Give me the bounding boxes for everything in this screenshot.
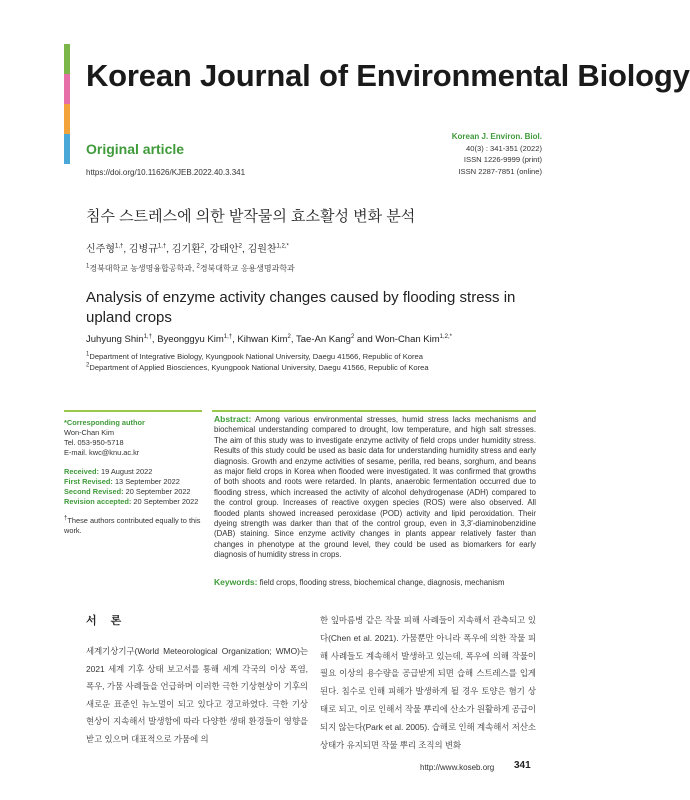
affiliation-1: $^1$Department of Integrative Biology, Kyungpook National University, Daegu 41566, Republic of Korea (86, 351, 423, 361)
author: 김병규$^{1,\dagger}$, (128, 243, 172, 255)
corresponding-label: *Corresponding author (64, 418, 145, 427)
article-dates (64, 467, 204, 507)
author: Byeonggyu Kim$^{1,\dagger}$, (157, 333, 238, 345)
body-left-column: 세계기상기구(World Meteorological Organization; WMO)는 2021 세계 기후 상태 보고서를 통해 세계 각국의 이상 폭염, 폭우, 가뭄 사례들을 언급하며 이러한 극한 기상현상이 기후의 새로운 표준인 뉴노멀이 되고 있다고 경고하였다. 극한 기상 현상이 지속해서 발생함에 따라 다양한 생태 환경들이 영향을 받고 있으며 대표적으로 가뭄에 의 (86, 646, 308, 744)
issn-print: ISSN 1226-9999 (print) (463, 155, 542, 164)
date-accepted: Revision accepted: 20 September 2022 (64, 497, 199, 506)
corresponding-name: Won-Chan Kim (64, 428, 114, 437)
corresponding-email[interactable]: E-mail. kwc@knu.ac.kr (64, 448, 140, 457)
strip-pink (64, 74, 70, 104)
author: Won-Chan Kim$^{1,2,*}$ (375, 333, 453, 345)
abstract-label: Abstract: (214, 414, 252, 424)
date-second-revised: Second Revised: 20 September 2022 (64, 487, 191, 496)
author: 신주형$^{1,\dagger}$, (86, 243, 129, 255)
divider-right (212, 410, 536, 412)
author: 김원찬$^{1,2,*}$ (247, 243, 289, 255)
author: 김기환$^2$, (171, 243, 210, 255)
english-authors (86, 334, 452, 345)
affiliation-2: $^2$Department of Applied Biosciences, Kyungpook National University, Daegu 41566, Republic of Korea (86, 362, 429, 372)
date-received: Received: 19 August 2022 (64, 467, 153, 476)
body-right-column: 한 잎마름병 같은 작물 피해 사례들이 지속해서 관측되고 있다(Chen et al. 2021). 가뭄뿐만 아니라 폭우에 의한 작물 피해 사례들도 계속해서 발생하고 있는데, 폭우에 의해 작물이 필요 이상의 용수량을 공급받게 되면 습해 스트레스를 입게 된다. 침수로 인해 피해가 발생하게 될 경우 토양은 혐기 상태로 되고, 이로 인해서 작물 뿌리에 산소가 원활하게 공급이 되지 않는다(Park et al. 2005). 습해로 인해 계속해서 저산소 상태가 유지되면 작물 뿌리 조직의 변화 (320, 615, 536, 750)
author: 강태안$^2$, (209, 243, 248, 255)
corresponding-author (64, 418, 204, 458)
strip-green (64, 44, 70, 74)
abstract-text: Among various environmental stresses, humid stress lacks mechanisms and biochemical understanding compared to drought, low temperature, and high salt stresses. The aim of this study was to investigate enzyme activity of field crops under humidity stress. Results of this study could be used as basic data for understanding humidity stress and early diagnosis. Growth and enzyme activities of sesame, perilla, red beans, sorghum, and beans as major field crops in Korea when flooded were investigated. It was confirmed that growths of both shoots and roots were retarded. In plants, anaerobic fermentation occurred due to flooding stress, which increased the activity of alcohol dehydrogenase (ADH) compared to the control group. Increases of reactive oxygen species (ROS) were also observed. All flooded plants showed increased peroxidase (POD) activity and lipid peroxidation. Their dyeing strength was darker than that of the control group, even in 3,3′-diaminobenzidine (DAB) staining. Since enzyme activity changes in plants appear relatively faster than changes in phenotype at the ground level, they could be used as biomarkers for early diagnosis of humidity stress in crops. (214, 415, 536, 560)
abstract (214, 414, 536, 561)
author: Juhyung Shin$^{1,\dagger}$, (86, 333, 158, 345)
page-number: 341 (514, 760, 531, 771)
issn-online: ISSN 2287-7851 (online) (458, 166, 542, 176)
strip-blue (64, 134, 70, 164)
contribution-note: †These authors contributed equally to this work. (64, 515, 201, 535)
date-first-revised: First Revised: 13 September 2022 (64, 477, 180, 486)
keywords-text: field crops, flooding stress, biochemical change, diagnosis, mechanism (257, 578, 505, 587)
author: Tae-An Kang$^2$ and (296, 333, 376, 345)
journal-volume: 40(3) : 341-351 (2022) (466, 143, 542, 153)
color-strip (64, 44, 70, 164)
divider-left (64, 410, 202, 412)
article-type: Original article (86, 141, 185, 157)
korean-affiliations: $^1$경북대학교 농생명융합공학과, $^2$경북대학교 응용생명과학과 (86, 263, 295, 273)
korean-title: 침수 스트레스에 의한 밭작물의 효소활성 변화 분석 (86, 208, 416, 225)
journal-meta (452, 131, 542, 177)
footer-url[interactable]: http://www.koseb.org (420, 763, 495, 772)
section-heading: 서론 (86, 615, 136, 627)
korean-authors (86, 240, 289, 255)
journal-abbreviation: Korean J. Environ. Biol. (451, 132, 542, 141)
keywords (214, 577, 536, 587)
english-affiliations (86, 351, 526, 373)
strip-orange (64, 104, 70, 134)
doi-link[interactable]: https://doi.org/10.11626/KJEB.2022.40.3.341 (86, 168, 246, 177)
author: Kihwan Kim$^2$, (237, 333, 296, 345)
journal-title: Korean Journal of Environmental Biology (86, 58, 690, 93)
corresponding-tel: Tel. 053-950-5718 (64, 438, 124, 447)
english-title: Analysis of enzyme activity changes caused by flooding stress in upland crops (86, 289, 516, 326)
keywords-label: Keywords: (214, 577, 258, 587)
article-info-sidebar (64, 418, 204, 545)
